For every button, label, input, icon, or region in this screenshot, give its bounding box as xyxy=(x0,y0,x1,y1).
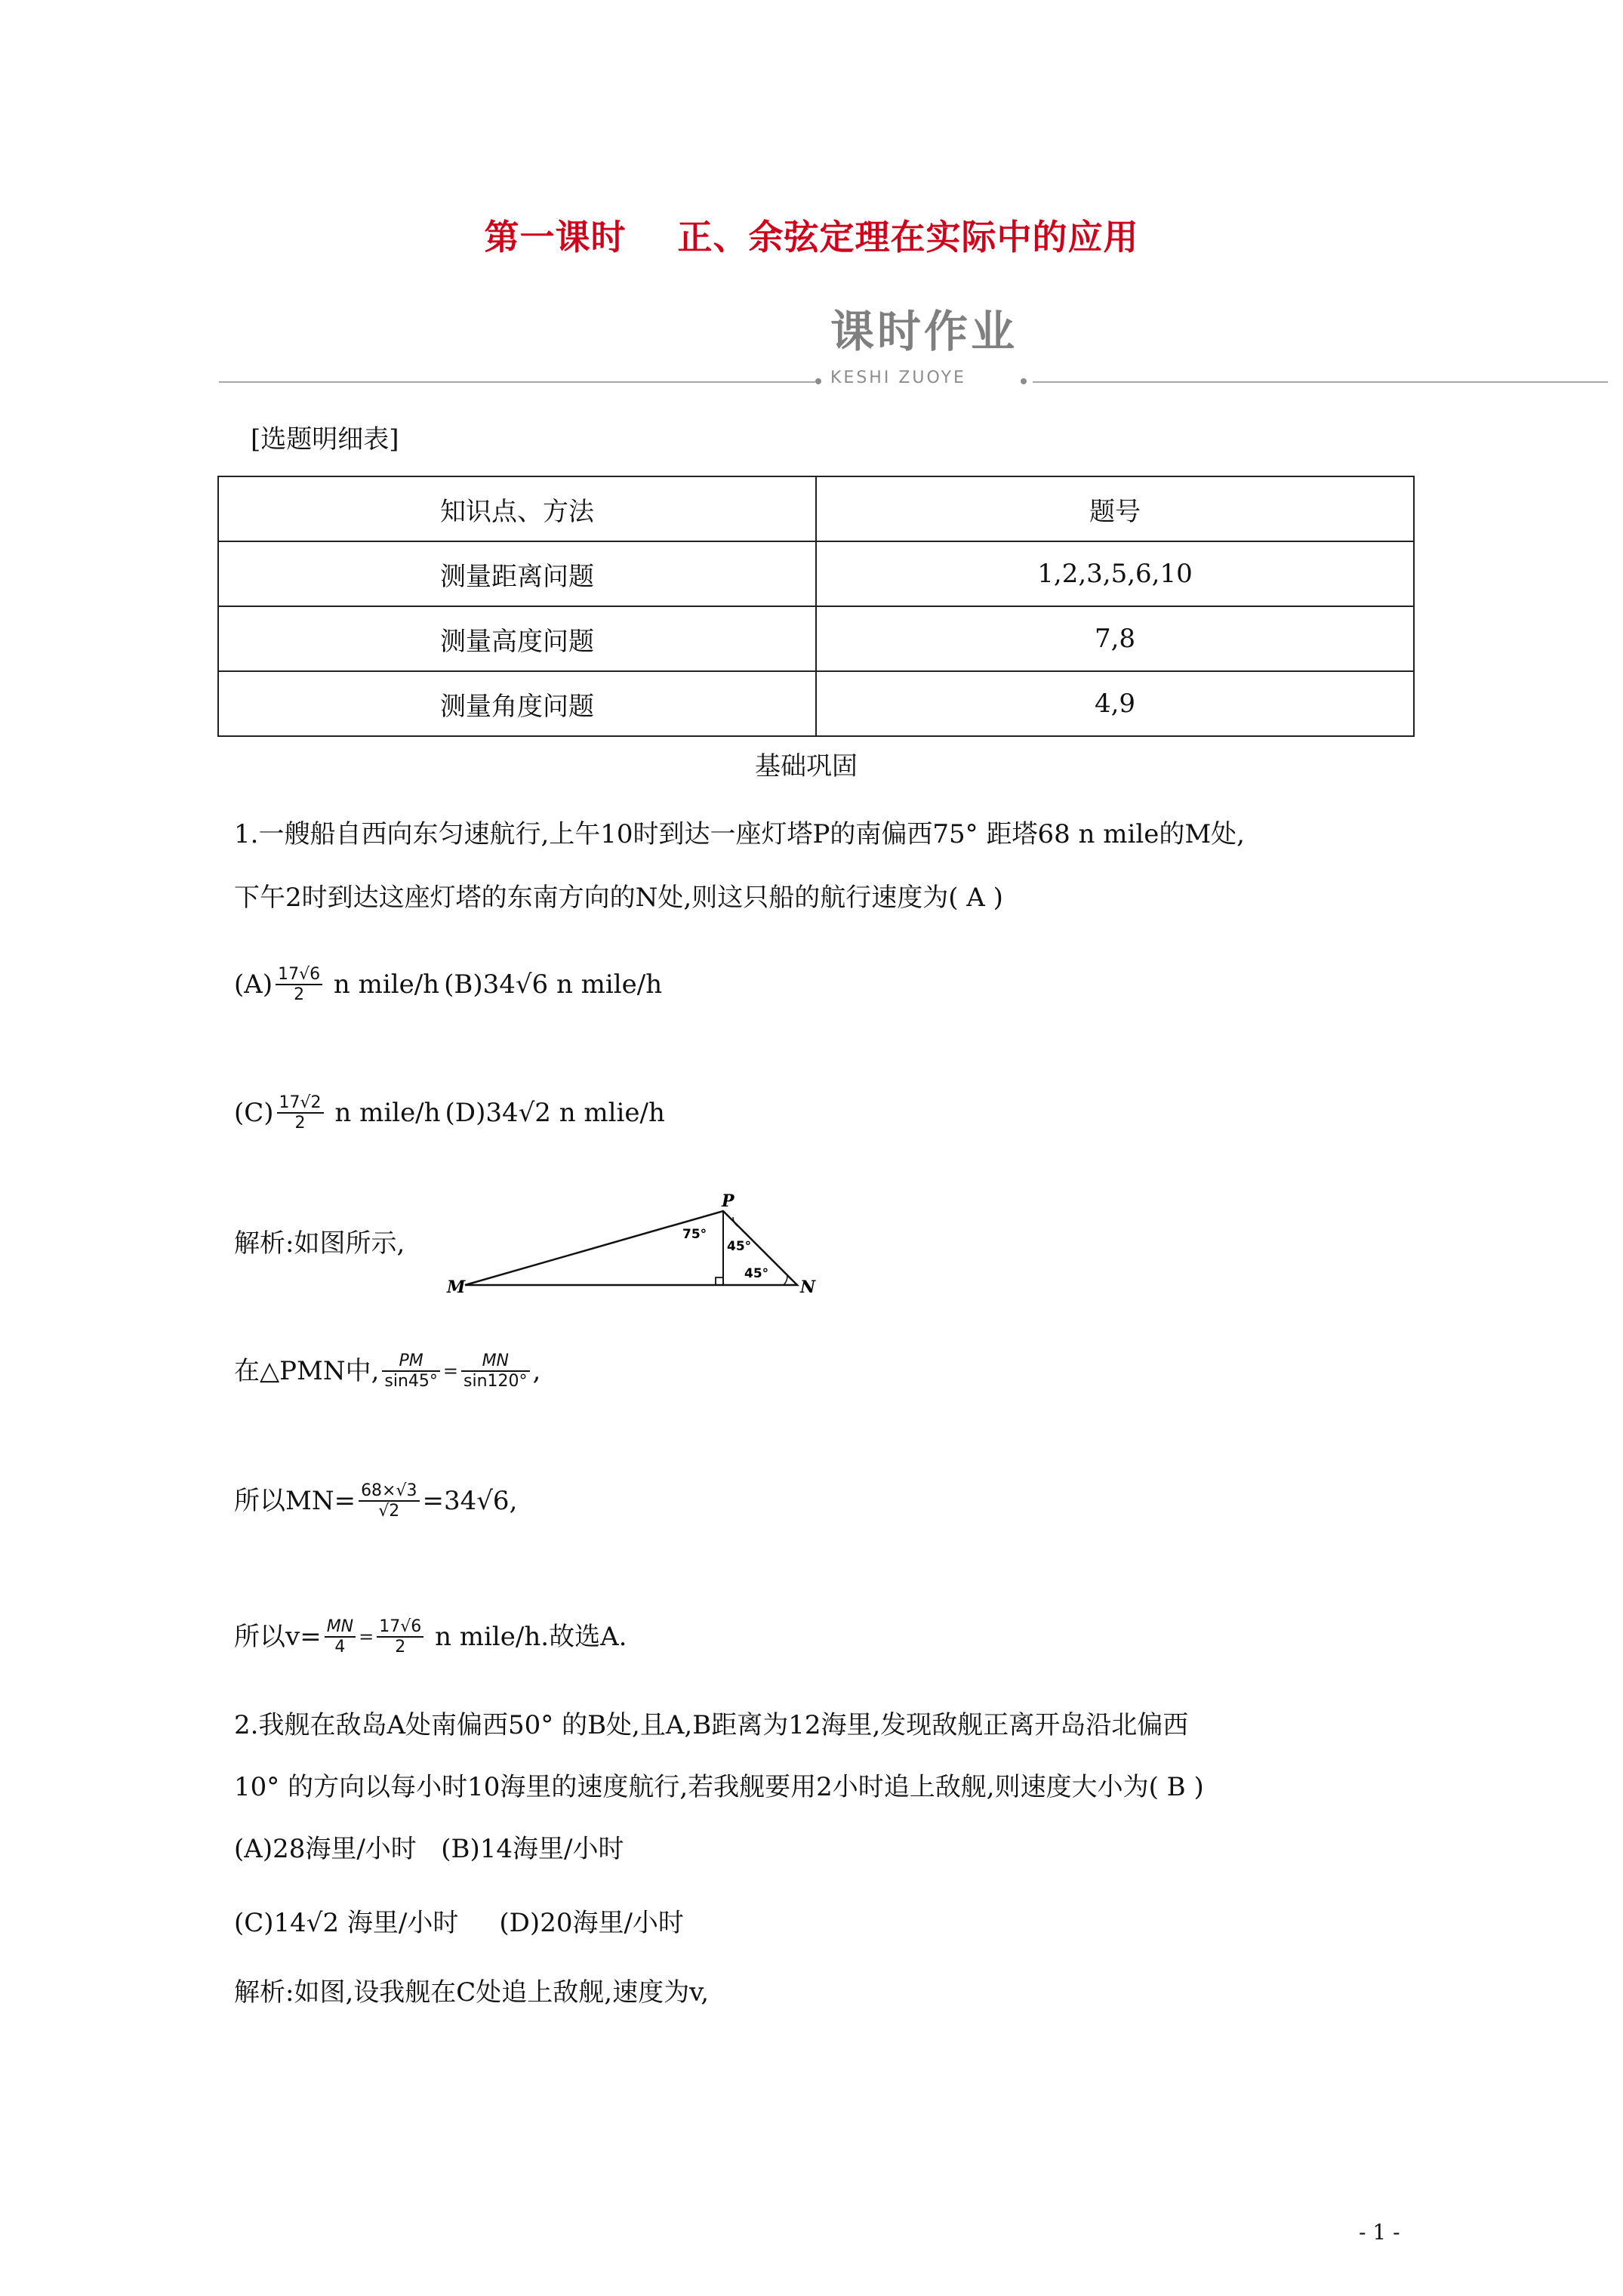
page-title: 第一课时 正、余弦定理在实际中的应用 xyxy=(484,217,1139,257)
q1-options-ab xyxy=(234,965,662,1005)
angle-45-bottom-label: 45° xyxy=(744,1266,769,1281)
option-a-fraction xyxy=(276,965,322,1005)
table-cell: 7,8 xyxy=(816,606,1414,671)
table-cell: 测量距离问题 xyxy=(218,541,816,606)
label-m: M xyxy=(447,1277,466,1297)
option-b: (B)34√6 n mile/h xyxy=(444,969,663,1000)
fraction-denominator: 2 xyxy=(294,1114,306,1133)
law-right-fraction xyxy=(461,1351,530,1391)
divider-right xyxy=(1033,381,1608,383)
equals-sign: = xyxy=(359,1626,374,1648)
homework-title: 课时作业 xyxy=(830,306,1018,357)
q1-stem-line2: 下午2时到达这座灯塔的东南方向的N处,则这只船的航行速度为( A ) xyxy=(234,883,1003,913)
fraction-numerator: MN xyxy=(461,1351,530,1372)
mn-prefix: 所以MN= xyxy=(234,1486,356,1517)
divider-dot-left xyxy=(815,378,821,384)
v-left-fraction xyxy=(325,1617,356,1657)
q2-analysis: 解析:如图,设我舰在C处追上敌舰,速度为v, xyxy=(234,1977,710,2008)
label-n: N xyxy=(800,1277,816,1297)
angle-75-label: 75° xyxy=(682,1227,707,1242)
mn-result-line xyxy=(234,1481,517,1521)
equals-sign: = xyxy=(442,1361,459,1382)
divider-left xyxy=(219,381,815,383)
q1-options-cd xyxy=(234,1093,665,1133)
fraction-numerator: MN xyxy=(325,1617,356,1638)
option-c-unit: n mile/h xyxy=(326,1098,441,1129)
law-of-sines-line xyxy=(234,1351,540,1391)
fraction-denominator: 2 xyxy=(395,1638,406,1657)
option-c-fraction xyxy=(277,1093,324,1133)
q2-stem-line2: 10° 的方向以每小时10海里的速度航行,若我舰要用2小时追上敌舰,则速度大小为( B ) xyxy=(234,1772,1204,1802)
fraction-denominator: sin45° xyxy=(384,1372,438,1391)
table-cell: 4,9 xyxy=(816,671,1414,736)
option-d: (D)34√2 n mlie/h xyxy=(445,1098,665,1129)
speed-result-line xyxy=(234,1617,627,1657)
mn-fraction xyxy=(359,1481,419,1521)
table-cell: 测量角度问题 xyxy=(218,671,816,736)
table-cell: 测量高度问题 xyxy=(218,606,816,671)
table-cell: 1,2,3,5,6,10 xyxy=(816,541,1414,606)
section-heading: 基础巩固 xyxy=(755,751,858,781)
table-caption: [选题明细表] xyxy=(251,424,399,455)
fraction-denominator: √2 xyxy=(378,1502,400,1521)
fraction-denominator: 2 xyxy=(294,985,305,1005)
mn-suffix: =34√6, xyxy=(422,1486,518,1517)
homework-subtitle: KESHI ZUOYE xyxy=(830,368,966,387)
table-header-cell: 题号 xyxy=(816,476,1414,541)
topic-table xyxy=(217,476,1415,737)
triangle-figure xyxy=(442,1185,820,1299)
angle-arc xyxy=(733,1217,738,1226)
table-header-row xyxy=(218,476,1414,541)
q2-options-ab: (A)28海里/小时 (B)14海里/小时 xyxy=(234,1834,624,1864)
table-row xyxy=(218,606,1414,671)
right-angle-mark xyxy=(716,1277,723,1285)
page-number: - 1 - xyxy=(1359,2220,1400,2245)
fraction-numerator: 17√2 xyxy=(277,1093,324,1114)
fraction-numerator: PM xyxy=(382,1351,440,1372)
law-left-fraction xyxy=(382,1351,440,1391)
option-c-label: (C) xyxy=(234,1098,274,1129)
fraction-numerator: 68×√3 xyxy=(359,1481,419,1502)
divider-dot-right xyxy=(1021,378,1027,384)
v-suffix: n mile/h.故选A. xyxy=(427,1622,627,1653)
table-row xyxy=(218,541,1414,606)
table-row xyxy=(218,671,1414,736)
angle-arc xyxy=(784,1274,787,1285)
option-a-unit: n mile/h xyxy=(325,969,440,1000)
fraction-numerator: 17√6 xyxy=(276,965,322,985)
label-p: P xyxy=(722,1191,735,1211)
q1-stem-line1: 1.一艘船自西向东匀速航行,上午10时到达一座灯塔P的南偏西75° 距塔68 n mile的M处, xyxy=(234,819,1245,849)
v-prefix: 所以v= xyxy=(234,1622,322,1653)
q2-options-cd: (C)14√2 海里/小时 (D)20海里/小时 xyxy=(234,1908,684,1938)
table-header-cell: 知识点、方法 xyxy=(218,476,816,541)
q1-analysis-intro: 解析:如图所示, xyxy=(234,1228,405,1259)
option-a-label: (A) xyxy=(234,969,273,1000)
fraction-denominator: 4 xyxy=(334,1638,346,1657)
angle-45-top-label: 45° xyxy=(727,1239,752,1254)
fraction-numerator: 17√6 xyxy=(377,1617,423,1638)
law-prefix: 在△PMN中, xyxy=(234,1356,380,1387)
fraction-denominator: sin120° xyxy=(463,1372,528,1391)
q2-stem-line1: 2.我舰在敌岛A处南偏西50° 的B处,且A,B距离为12海里,发现敌舰正离开岛沿北偏西 xyxy=(234,1710,1189,1740)
law-suffix: , xyxy=(532,1356,541,1387)
v-right-fraction xyxy=(377,1617,423,1657)
